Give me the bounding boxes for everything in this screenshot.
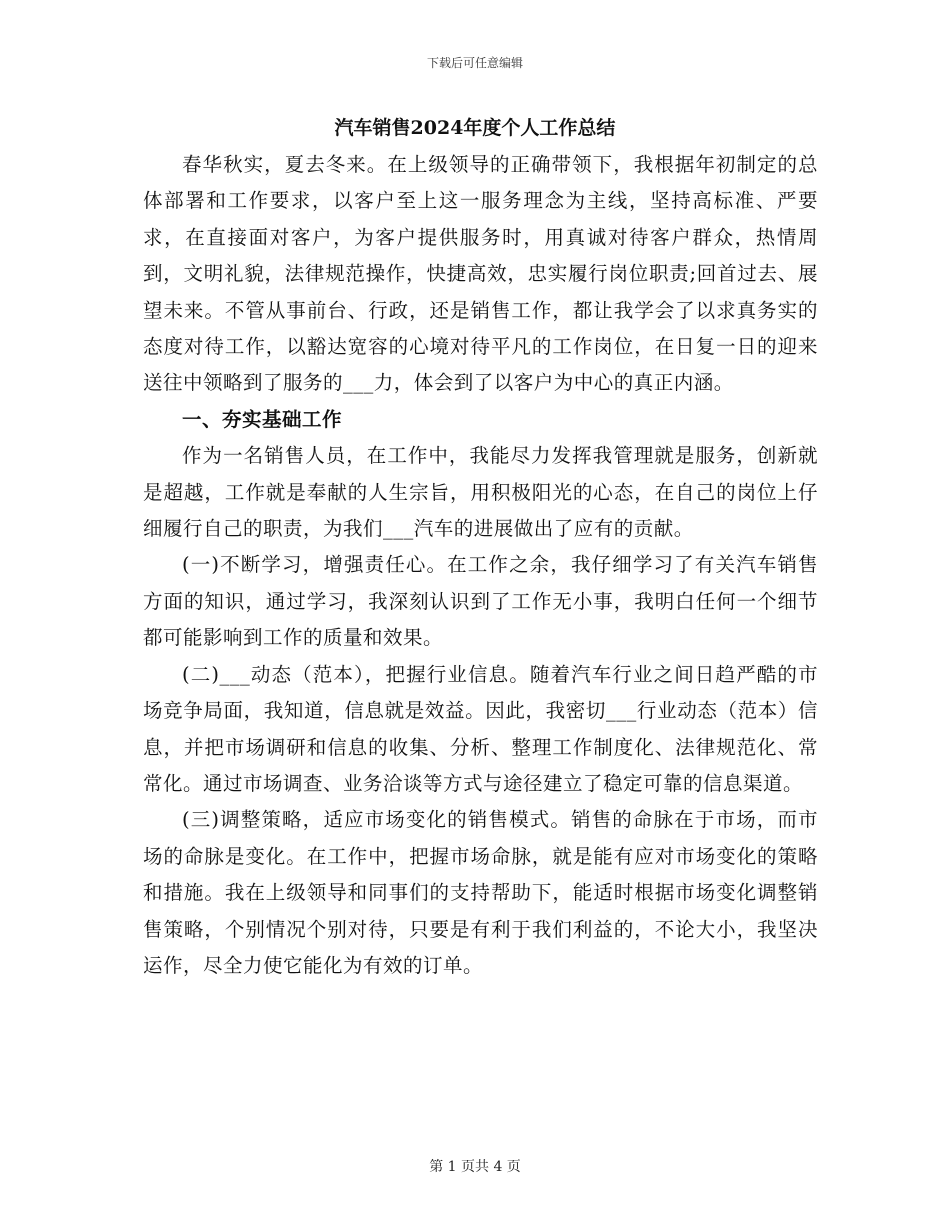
document-body <box>143 147 818 984</box>
item-paragraph-strategy: (三)调整策略，适应市场变化的销售模式。销售的命脉在于市场，而市场的命脉是变化。在工作中，把握市场命脉，就是能有应对市场变化的策略和措施。我在上级领导和同事们的支持帮助下，能适时根据市场变化调整销售策略，个别情况个别对待，只要是有利于我们利益的，不论大小，我坚决运作，尽全力使它能化为有效的订单。 <box>143 808 818 977</box>
item-paragraph-dynamics: (二)___动态（范本），把握行业信息。随着汽车行业之间日趋严酷的市场竞争局面，我知道，信息就是效益。因此，我密切___行业动态（范本）信息，并把市场调研和信息的收集、分析、整理工作制度化、法律规范化、常常化。通过市场调查、业务洽谈等方式与途径建立了稳定可靠的信息渠道。 <box>143 662 818 795</box>
document-title: 汽车销售2024年度个人工作总结 <box>334 117 616 139</box>
header-note: 下载后可任意编辑 <box>426 56 523 70</box>
intro-paragraph: 春华秋实，夏去冬来。在上级领导的正确带领下，我根据年初制定的总体部署和工作要求，以客户至上这一服务理念为主线，坚持高标准、严要求，在直接面对客户，为客户提供服务时，用真诚对待客户群众，热情周到，文明礼貌，法律规范操作，快捷高效，忠实履行岗位职责;回首过去、展望未来。不管从事前台、行政，还是销售工作，都让我学会了以求真务实的态度对待工作，以豁达宽容的心境对待平凡的工作岗位，在日复一日的迎来送往中领略到了服务的___力，体会到了以客户为中心的真正内涵。 <box>143 153 818 395</box>
section-heading: 一、夯实基础工作 <box>182 407 343 431</box>
section-paragraph: 作为一名销售人员，在工作中，我能尽力发挥我管理就是服务，创新就是超越，工作就是奉献的人生宗旨，用积极阳光的心态，在自己的岗位上仔细履行自己的职责，为我们___汽车的进展做出了应有的贡献。 <box>143 444 818 541</box>
item-paragraph-learning: (一)不断学习，增强责任心。在工作之余，我仔细学习了有关汽车销售方面的知识，通过学习，我深刻认识到了工作无小事，我明白任何一个细节都可能影响到工作的质量和效果。 <box>143 553 818 650</box>
page-number: 第 1 页共 4 页 <box>429 1159 521 1175</box>
